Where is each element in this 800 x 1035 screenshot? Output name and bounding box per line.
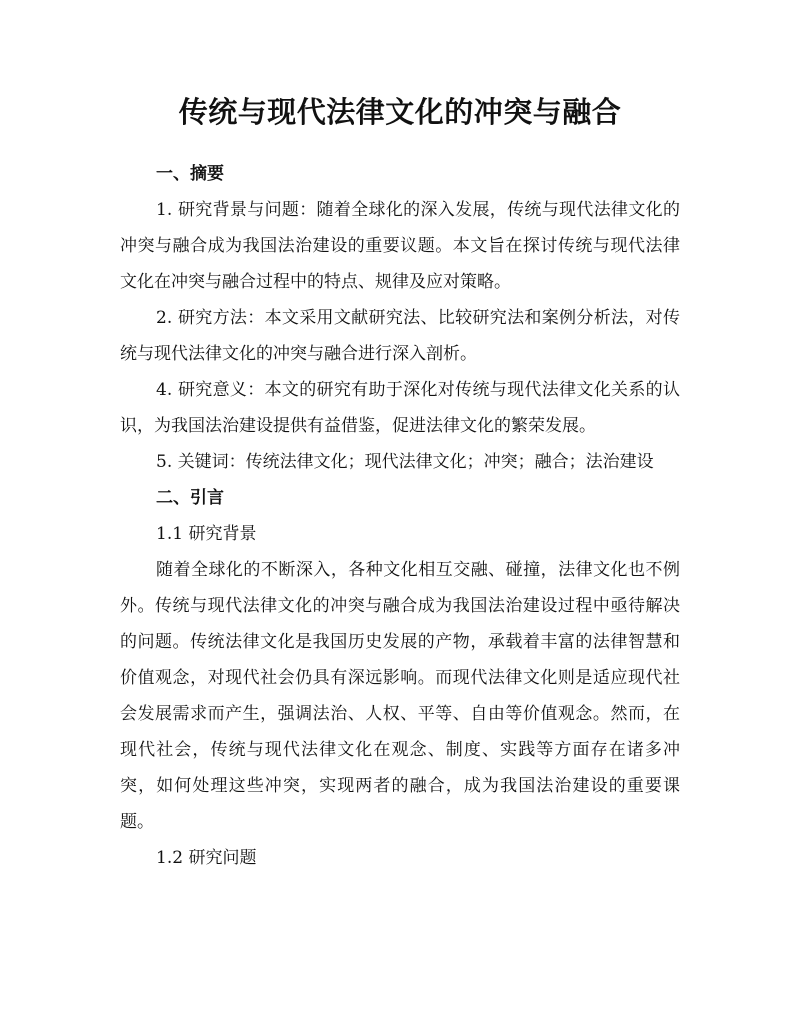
abstract-item-1: 1. 研究背景与问题：随着全球化的深入发展，传统与现代法律文化的冲突与融合成为我国法治建设的重要议题。本文旨在探讨传统与现代法律文化在冲突与融合过程中的特点、规律及应对策略。	[120, 200, 680, 292]
intro-heading: 二、引言	[156, 488, 224, 508]
abstract-item-4: 5. 关键词：传统法律文化；现代法律文化；冲突；融合；法治建设	[156, 452, 654, 472]
research-background-paragraph: 随着全球化的不断深入，各种文化相互交融、碰撞，法律文化也不例外。传统与现代法律文化的冲突与融合成为我国法治建设过程中亟待解决的问题。传统法律文化是我国历史发展的产物，承载着丰富的法律智慧和价值观念，对现代社会仍具有深远影响。而现代法律文化则是适应现代社会发展需求而产生，强调法治、人权、平等、自由等价值观念。然而，在现代社会，传统与现代法律文化在观念、制度、实践等方面存在诸多冲突，如何处理这些冲突，实现两者的融合，成为我国法治建设的重要课题。	[120, 560, 680, 832]
abstract-heading: 一、摘要	[156, 164, 224, 184]
subheading-research-question: 1.2 研究问题	[156, 848, 257, 868]
abstract-item-3: 4. 研究意义：本文的研究有助于深化对传统与现代法律文化关系的认识，为我国法治建设提供有益借鉴，促进法律文化的繁荣发展。	[120, 380, 680, 436]
subheading-research-background: 1.1 研究背景	[156, 524, 257, 544]
abstract-item-2: 2. 研究方法：本文采用文献研究法、比较研究法和案例分析法，对传统与现代法律文化的冲突与融合进行深入剖析。	[120, 308, 680, 364]
page-title: 传统与现代法律文化的冲突与融合	[178, 95, 622, 129]
